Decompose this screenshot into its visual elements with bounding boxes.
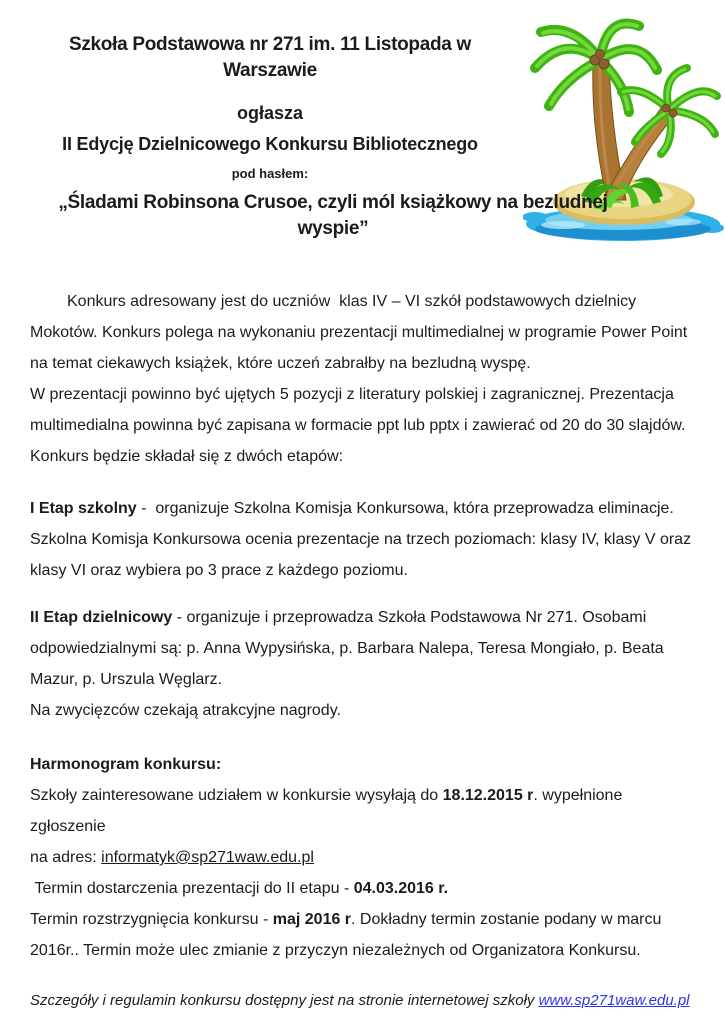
document-body	[30, 286, 695, 1016]
school-name-title: Szkoła Podstawowa nr 271 im. 11 Listopada w Warszawie	[68, 34, 472, 81]
text-line	[30, 602, 695, 633]
text-run: - organizuje i przeprowadza Szkoła Podstawowa Nr 271. Osobami	[172, 609, 647, 626]
text-line	[30, 633, 695, 664]
text-run: klasy VI oraz wybiera po 3 prace z każdego poziomu.	[30, 562, 408, 579]
text-run: Mokotów. Konkurs polega na wykonaniu prezentacji multimedialnej w programie Power Point	[30, 324, 688, 341]
text-line	[30, 286, 695, 317]
text-run: multimedialna powinna być zapisana w formacie ppt lub pptx i zawierać od 20 do 30 slajdów.	[30, 417, 686, 434]
text-line	[30, 780, 695, 842]
text-run: Szczegóły i regulamin konkursu dostępny jest na stronie internetowej szkoły	[30, 992, 539, 1009]
text-line	[30, 493, 695, 524]
footer-note	[30, 985, 695, 1016]
document-header	[30, 32, 695, 242]
document-content	[0, 32, 725, 1016]
text-run: Termin dostarczenia prezentacji do II etapu -	[30, 880, 354, 897]
text-run: Harmonogram konkursu:	[30, 756, 222, 773]
text-run: Konkurs będzie składał się z dwóch etapów:	[30, 448, 344, 465]
text-line	[30, 935, 695, 966]
text-line	[30, 985, 695, 1016]
text-line	[30, 749, 695, 780]
text-line	[30, 695, 695, 726]
text-run: II Etap dzielnicowy	[30, 609, 173, 626]
text-line	[30, 555, 695, 586]
text-line	[30, 524, 695, 555]
text-run: Mazur, p. Urszula Węglarz.	[30, 671, 223, 688]
text-line	[30, 664, 695, 695]
text-line	[30, 317, 695, 348]
text-line	[30, 410, 695, 441]
text-run: 04.03.2016 r.	[353, 880, 449, 897]
intro-paragraph	[30, 286, 695, 472]
text-run: odpowiedzialnymi są: p. Anna Wypysińska, p. Barbara Nalepa, Teresa Mongiało, p. Beata	[30, 640, 664, 657]
text-run: . Dokładny termin zostanie podany w marcu	[351, 911, 662, 928]
text-run: na adres:	[30, 849, 102, 866]
text-run: - organizuje Szkolna Komisja Konkursowa, która przeprowadza eliminacje.	[136, 500, 674, 517]
text-run: Szkolna Komisja Konkursowa ocenia prezentacje na trzech poziomach: klasy IV, klasy V oraz	[30, 531, 692, 548]
announces-line: ogłasza	[236, 103, 304, 123]
text-run: . wypełnione zgłoszenie	[30, 787, 627, 835]
text-run: I Etap szkolny	[30, 500, 137, 517]
stage-school-paragraph	[30, 493, 695, 586]
text-line	[30, 441, 695, 472]
stage-district-paragraph	[30, 602, 695, 726]
text-line	[30, 379, 695, 410]
text-line	[30, 873, 695, 904]
text-run: maj 2016 r	[272, 911, 352, 928]
text-run: Konkurs adresowany jest do uczniów klas IV – VI szkół podstawowych dzielnicy	[67, 293, 637, 310]
motto-label: pod hasłem:	[231, 166, 309, 181]
text-run: Termin rozstrzygnięcia konkursu -	[30, 911, 273, 928]
text-run: 18.12.2015 r	[442, 787, 534, 804]
email-link[interactable]: informatyk@sp271waw.edu.pl	[101, 849, 314, 866]
schedule-paragraph	[30, 749, 695, 966]
contest-motto: „Śladami Robinsona Crusoe, czyli mól książkowy na bezludnej wyspie”	[58, 192, 608, 239]
text-line	[30, 348, 695, 379]
text-run: na temat ciekawych książek, które uczeń zabrałby na bezludną wyspę.	[30, 355, 531, 372]
text-run: Na zwycięzców czekają atrakcyjne nagrody.	[30, 702, 341, 719]
contest-edition-title: II Edycję Dzielnicowego Konkursu Bibliotecznego	[62, 134, 478, 154]
text-run: 2016r.. Termin może ulec zmianie z przyczyn niezależnych od Organizatora Konkursu.	[30, 942, 641, 959]
website-link[interactable]: www.sp271waw.edu.pl	[538, 992, 690, 1009]
text-line	[30, 842, 695, 873]
text-line	[30, 904, 695, 935]
text-run: Szkoły zainteresowane udziałem w konkursie wysyłają do	[30, 787, 443, 804]
text-run: W prezentacji powinno być ujętych 5 pozycji z literatury polskiej i zagranicznej. Prezentacja	[30, 386, 674, 403]
